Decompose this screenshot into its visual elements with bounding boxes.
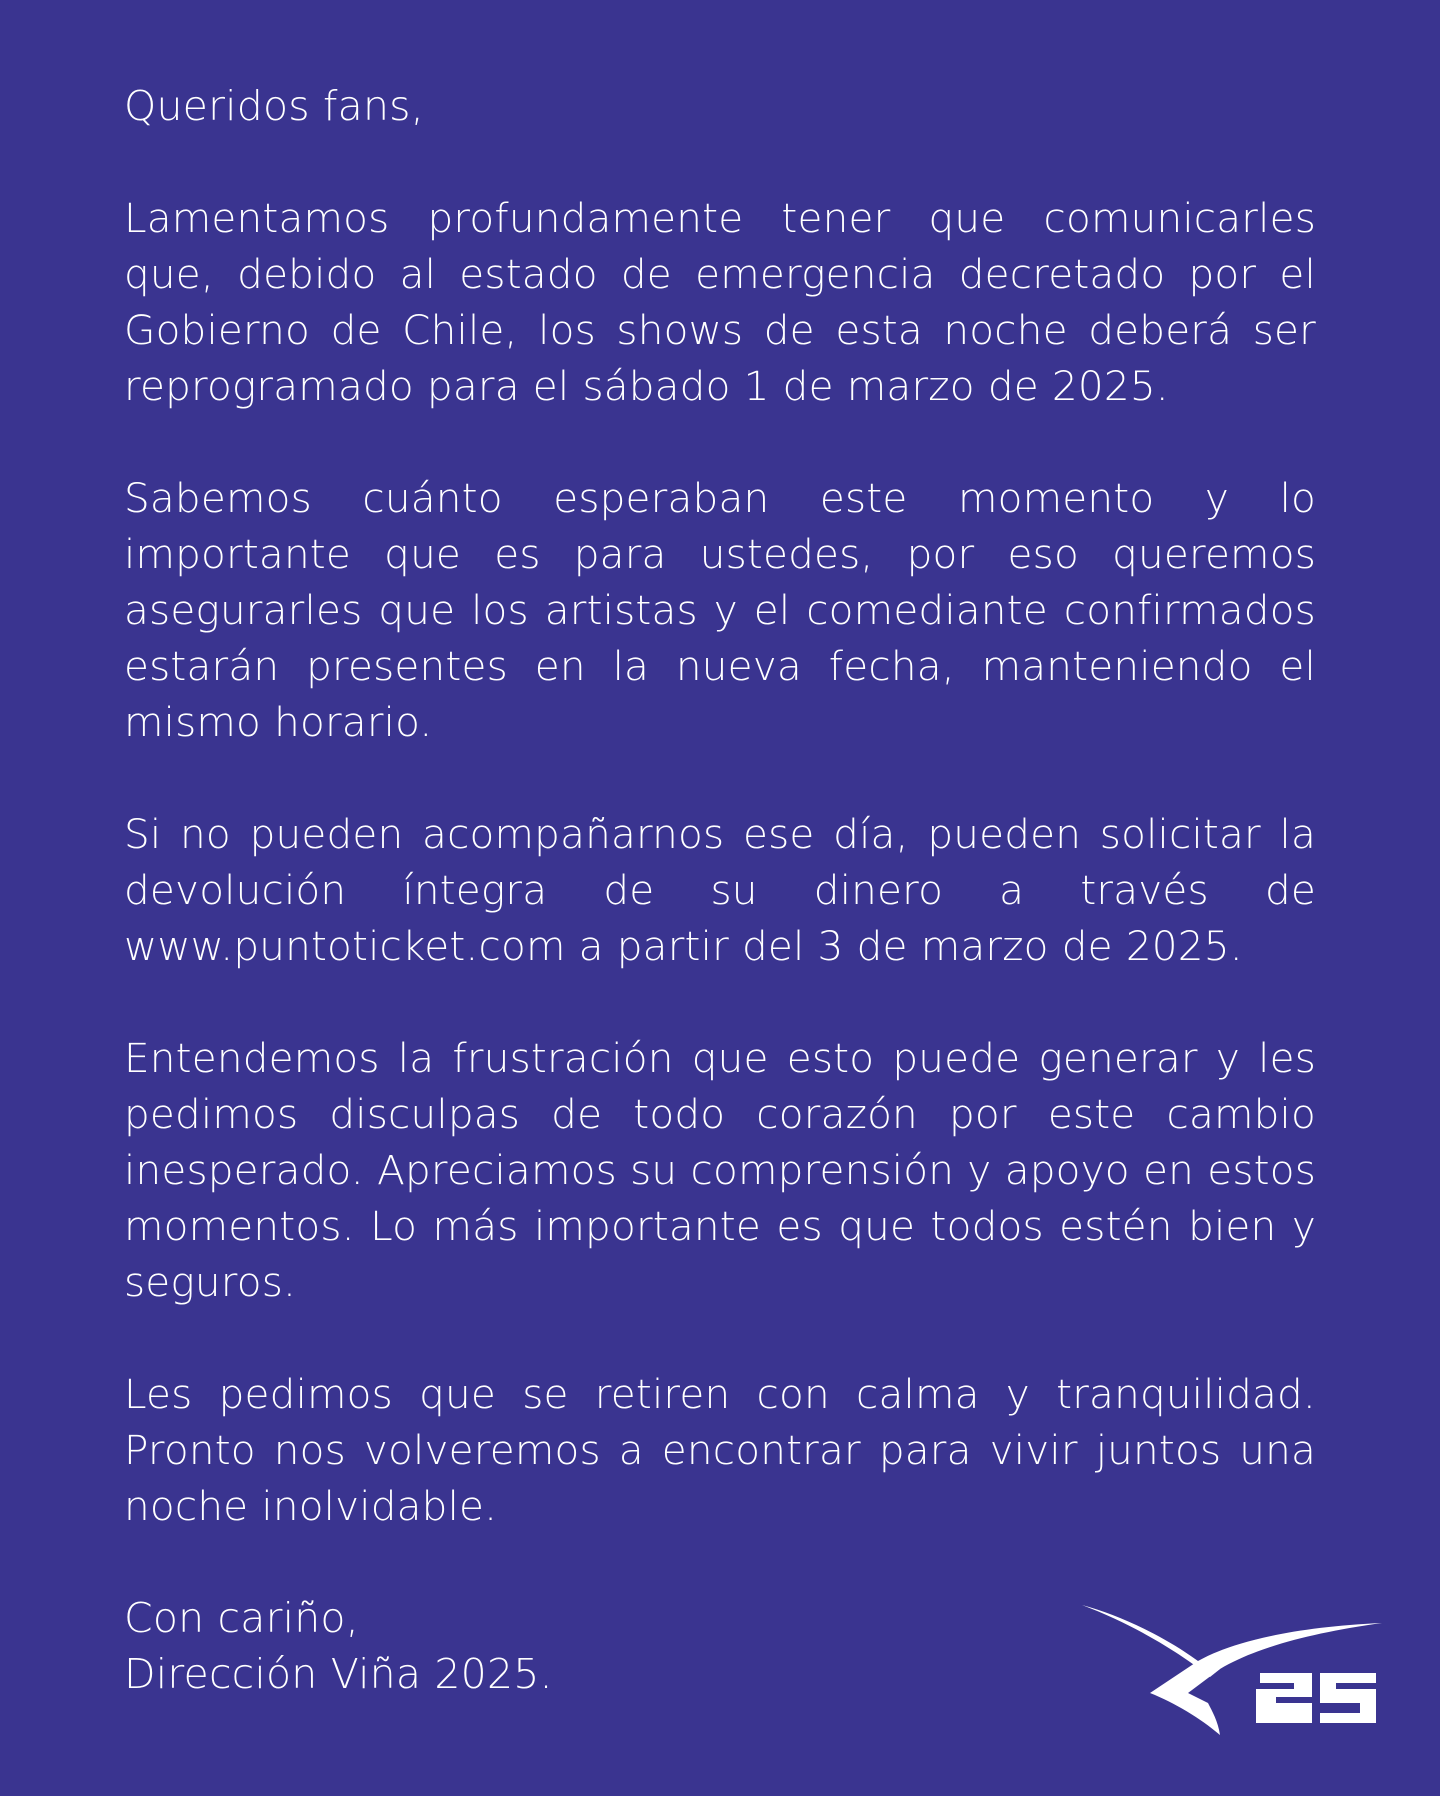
greeting: Queridos fans, [124, 82, 424, 130]
paragraph-refund: Si no pueden acompañarnos ese día, pueden solicitar la devolución íntegra de su dinero a través de www.puntoticket.com a partir del 3 de marzo de 2025. [124, 810, 1316, 970]
closing: Con cariño, [124, 1594, 359, 1642]
logo-svg [1080, 1603, 1385, 1738]
letter-body [124, 78, 1316, 1702]
paragraph-calm-exit: Les pedimos que se retiren con calma y tranquilidad. Pronto nos volveremos a encontrar para vivir juntos una noche inolvidable. [124, 1370, 1316, 1530]
vina-2025-logo-icon [1080, 1603, 1385, 1738]
paragraph-apology: Entendemos la frustración que esto puede generar y les pedimos disculpas de todo corazón por este cambio inesperado. Apreciamos su comprensión y apoyo en estos momentos. Lo más importante es que todos estén bien y seguros. [124, 1034, 1316, 1306]
paragraph-reschedule: Lamentamos profundamente tener que comunicarles que, debido al estado de emergencia decretado por el Gobierno de Chile, los shows de esta noche deberá ser reprogramado para el sábado 1 de marzo de 2025. [124, 194, 1316, 410]
signature: Dirección Viña 2025. [124, 1650, 553, 1698]
paragraph-artists-confirmed: Sabemos cuánto esperaban este momento y lo importante que es para ustedes, por eso queremos asegurarles que los artistas y el comediante confirmados estarán presentes en la nueva fecha, manteniendo el mismo horario. [124, 474, 1316, 746]
